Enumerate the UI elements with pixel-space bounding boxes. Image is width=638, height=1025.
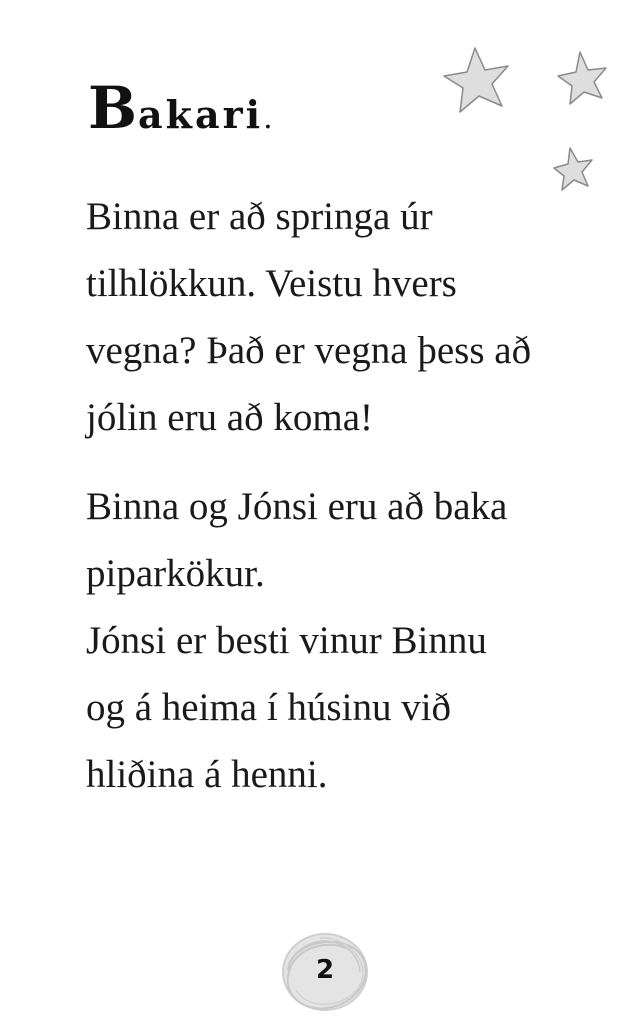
text-line: jólin eru að koma! (86, 396, 373, 439)
page-number-badge (270, 920, 380, 1020)
title-initial: B (88, 74, 139, 142)
text-line: vegna? Það er vegna þess að (86, 329, 532, 372)
text-line: Jónsi er besti vinur Binnu (86, 619, 487, 662)
star-icon (558, 52, 606, 104)
page-title (88, 74, 274, 149)
text-line: tilhlökkun. Veistu hvers (86, 262, 457, 305)
text-line: Binna og Jónsi eru að baka (86, 485, 508, 528)
stars-decoration (430, 40, 630, 200)
paragraph-3 (86, 607, 566, 808)
page-number: 2 (315, 955, 335, 985)
text-line: og á heima í húsinu við (86, 686, 452, 729)
paragraph-2 (86, 473, 566, 607)
text-line: piparkökur. (86, 552, 265, 595)
star-icon (444, 48, 508, 112)
text-line: hliðina á henni. (86, 753, 328, 796)
paragraph-1 (86, 183, 566, 451)
text-line: Binna er að springa úr (86, 195, 433, 238)
title-dot: . (263, 101, 274, 136)
title-text: akari (138, 92, 264, 137)
